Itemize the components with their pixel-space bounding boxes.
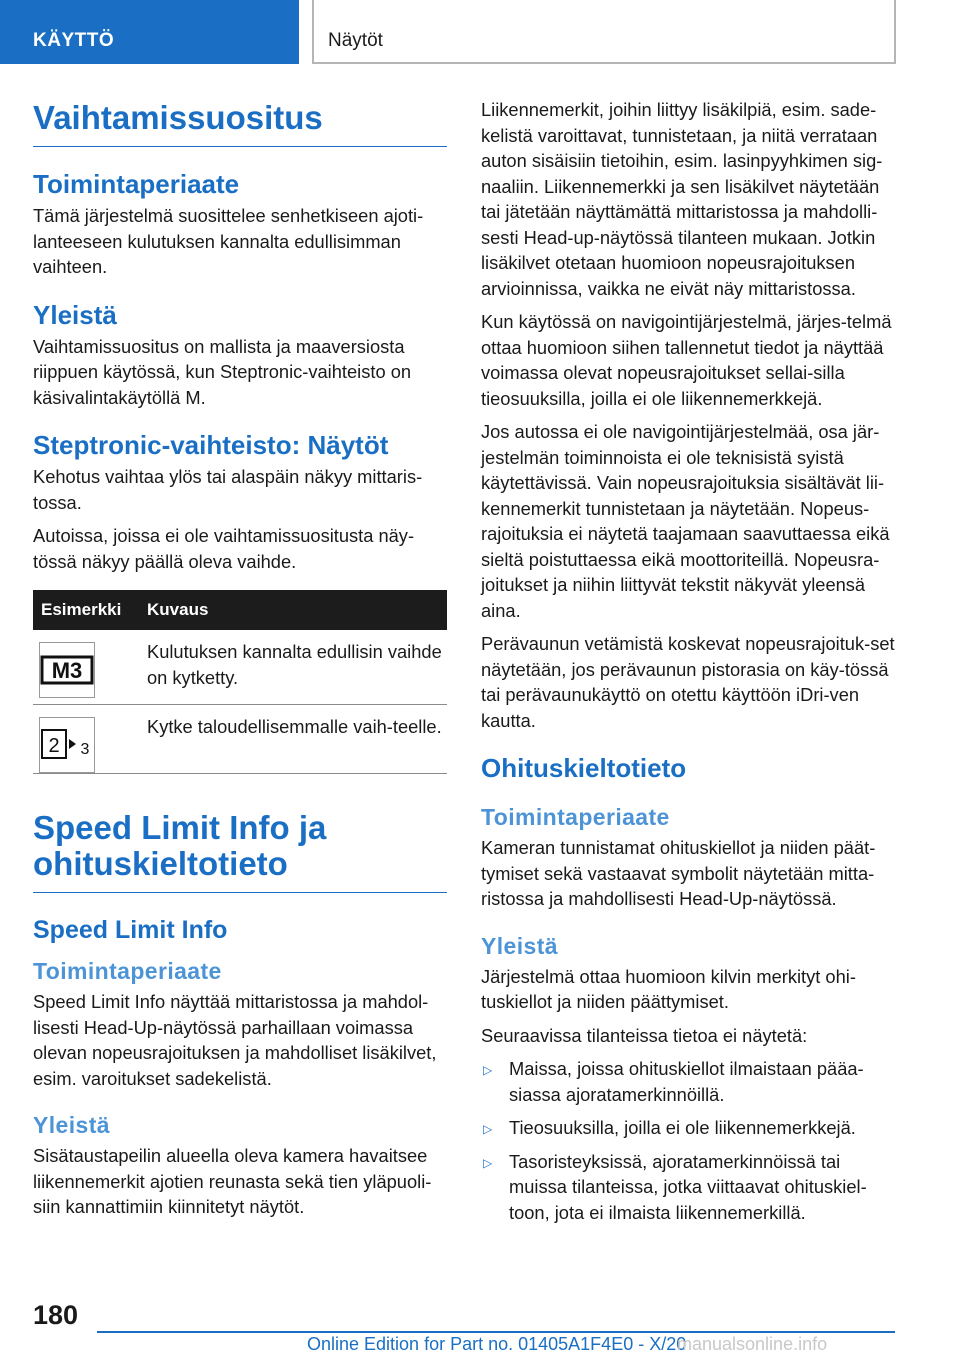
paragraph: Kun käytössä on navigointijärjestelmä, järjes-telmä ottaa huomioon siihen tallennetut tiedot ja näyttää voimassa olevat nopeusrajoitukset sellai-silla tieosuuksilla, joilla ei ole liikennemerkkejä. [481, 311, 892, 409]
footer-edition [307, 1334, 828, 1355]
paragraph: Seuraavissa tilanteissa tietoa ei näytetä: [481, 1024, 808, 1046]
gear-upshift-icon [39, 717, 95, 773]
paragraph: Vaihtamissuositus on mallista ja maaversiosta riippuen käytössä, kun Steptronic-vaihteisto on käsivalintakäytöllä M. [33, 335, 412, 408]
heading-ohituskieltotieto: Ohituskieltotieto [481, 753, 687, 783]
footer-rule [97, 1331, 895, 1333]
chapter-tab [312, 0, 896, 64]
heading-yleista: Yleistä [33, 299, 117, 330]
edition-text: Online Edition for Part no. 01405A1F4E0 - X/20 [307, 1334, 687, 1354]
table-cell: Kulutuksen kannalta edullisin vaihde on kytketty. [141, 630, 447, 705]
section-label: KÄYTTÖ [33, 30, 115, 51]
heading-speed-limit-info: Speed Limit Info ja ohituskieltotieto [33, 810, 447, 893]
heading-yleista: Yleistä [33, 1112, 110, 1138]
list-item: ▷ Tasoristeyksissä, ajoratamerkinnöissä tai muissa tilanteissa, jotka viittaavat ohituskiel-toon, jota ei ilmaista liikennemerkillä. [483, 1150, 867, 1223]
gear-to-label: 3 [80, 741, 90, 758]
table-cell: Kytke taloudellisemmalle vaih-teelle. [141, 705, 447, 774]
heading-steptronic: Steptronic-vaihteisto: Näytöt [33, 430, 389, 460]
left-column [33, 100, 447, 1228]
section-tab [0, 0, 299, 64]
gear-table [33, 590, 447, 774]
triangle-bullet-icon: ▷ [483, 1122, 493, 1136]
list-item: ▷ Tieosuuksilla, joilla ei ole liikennemerkkejä. [481, 1115, 897, 1141]
paragraph: Liikennemerkit, joihin liittyy lisäkilpiä, esim. sade-kelistä varoittavat, tunnistetaan, ja niitä verrataan auton sisäisiin tietoihin, esim. lasinpyyhkimen sig-naaliin. Liikennemerkki ja sen lisäkilvet näytetään tai jätetään näyttämättä mittaristossa ja mahdolli-sesti Head-up-näytössä tilanteen mukaan. Jotkin lisäkilvet otetaan huomioon nopeusrajoituksen arvioinnissa, vaikka ne eivät näy mittaristossa. [481, 99, 883, 299]
paragraph: Kameran tunnistamat ohituskiellot ja niiden päät-tymiset sekä vastaavat symbolit näytetään mitta-ristossa ja mahdollisesti Head-Up-näytössä. [481, 837, 876, 909]
right-column [481, 97, 897, 1233]
gear-m3-label: M3 [51, 658, 83, 683]
paragraph: Kehotus vaihtaa ylös tai alaspäin näkyy mittaris-tossa. [33, 466, 423, 513]
heading-vaihtamissuositus: Vaihtamissuositus [33, 100, 447, 147]
heading-toimintaperiaate: Toimintaperiaate [33, 169, 240, 199]
paragraph: Sisätaustapeilin alueella oleva kamera havaitsee liikennemerkit ajotien reunasta sekä tien yläpuoli-siin kannattimiin kiinnitetyt näytöt. [33, 1145, 432, 1217]
paragraph: Autoissa, joissa ei ole vaihtamissuositusta näy-tössä näkyy päällä oleva vaihde. [33, 525, 415, 572]
paragraph: Tämä järjestelmä suosittelee senhetkiseen ajoti-lanteeseen kulutuksen kannalta edullisimman vaihteen. [33, 205, 424, 277]
page-number: 180 [33, 1300, 79, 1330]
gear-m3-icon [39, 642, 95, 698]
bullet-list [481, 1056, 897, 1225]
paragraph: Speed Limit Info näyttää mittaristossa ja mahdol-lisesti Head-Up-näytössä parhaillaan voimassa olevan nopeusrajoituksen ja mahdolliset lisäkilvet, esim. varoitukset sadekelistä. [33, 991, 437, 1089]
heading-toimintaperiaate: Toimintaperiaate [33, 958, 222, 984]
list-item: ▷ Maissa, joissa ohituskiellot ilmaistaan pääa-siassa ajoratamerkinnöillä. [483, 1058, 864, 1105]
table-row [33, 705, 447, 774]
paragraph: Perävaunun vetämistä koskevat nopeusrajoituk-set näytetään, jos perävaunun pistorasia on käy-tössä tai perävaunukäyttö on otettu käyttöön iDri-ven kautta. [481, 633, 895, 731]
triangle-bullet-icon: ▷ [483, 1063, 493, 1077]
watermark: manualsonline.info [677, 1334, 828, 1354]
table-header-kuvaus: Kuvaus [141, 590, 447, 630]
table-row [33, 630, 447, 705]
heading-toimintaperiaate: Toimintaperiaate [481, 804, 670, 830]
chapter-label: Näytöt [328, 30, 383, 51]
triangle-bullet-icon: ▷ [483, 1155, 493, 1170]
paragraph: Järjestelmä ottaa huomioon kilvin merkityt ohi-tuskiellot ja niiden päättymiset. [481, 965, 856, 1012]
heading-sli: Speed Limit Info [33, 916, 228, 944]
heading-yleista: Yleistä [481, 932, 558, 959]
gear-from-label: 2 [48, 735, 60, 757]
table-header-esimerkki: Esimerkki [33, 590, 141, 630]
paragraph: Jos autossa ei ole navigointijärjestelmää, osa jär-jestelmän toiminnoista ei ole teknisistä syistä käytettävissä. Vain nopeusrajoituksia sisältävät lii-kennemerkit tunnistetaan ja näytetään. Nopeus-rajoituksia ei näytetä taajamaan saavuttaessa eikä sieltä poistuttaessa eikä moottoriteillä. Nopeusra-joitukset ja niihin liittyvät tekstit näkyvät yleensä aina. [481, 421, 890, 621]
